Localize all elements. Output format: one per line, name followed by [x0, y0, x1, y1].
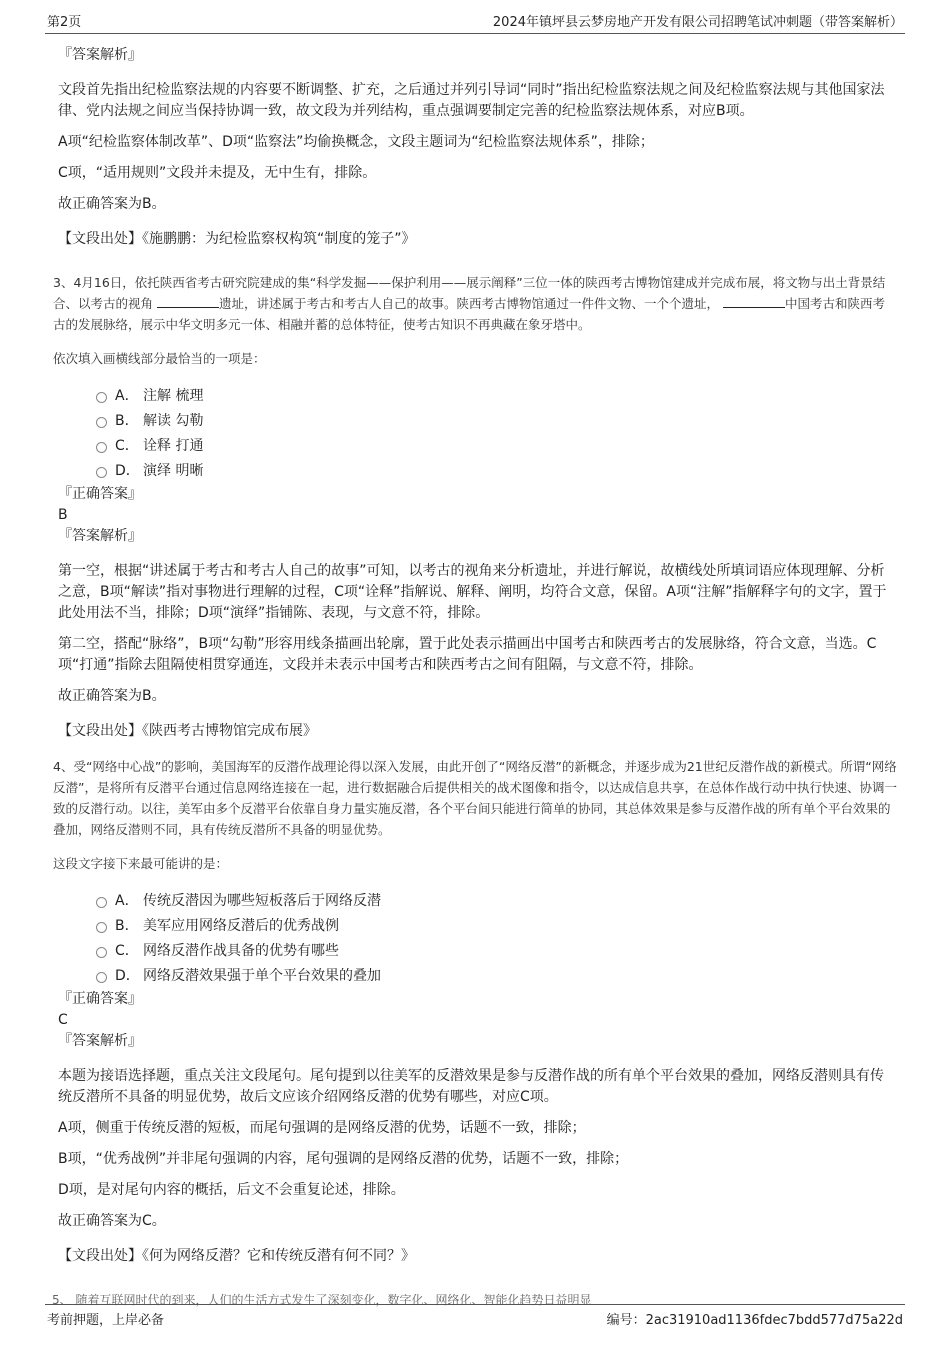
option-key: B． [115, 412, 139, 429]
option-text: 诠释 打通 [143, 437, 204, 454]
option-text: 网络反潜效果强于单个平台效果的叠加 [143, 967, 381, 984]
radio-button-icon[interactable] [96, 417, 107, 428]
radio-button-icon[interactable] [96, 442, 107, 453]
option-text: 传统反潜因为哪些短板落后于网络反潜 [143, 892, 381, 909]
document-id: 编号：2ac31910ad1136fdec7bdd577d75a22d [606, 1313, 903, 1328]
explanation-paragraph: 文段首先指出纪检监察法规的内容要不断调整、扩充，之后通过并列引导词“同时”指出纪检监察法规之间及纪检监察法规与其他国家法律、党内法规之间应当保持协调一致，故文段为并列结构，重点强调要制定完善的纪检监察法规体系，对应B项。 [58, 82, 885, 119]
answer-label: 『正确答案』 [58, 486, 142, 502]
option-text: 注解 梳理 [143, 387, 204, 404]
question-2-explanation [58, 44, 892, 250]
fill-blank-1 [157, 295, 219, 308]
passage-source: 【文段出处】《何为网络反潜？它和传统反潜有何不同？》 [58, 1248, 415, 1264]
next-question-cut-text: 5、 随着互联网时代的到来，人们的生活方式发生了深刻变化，数字化、网络化、智能化趋势日益明显 [52, 1293, 592, 1307]
question-stem: 4、受“网络中心战”的影响，美国海军的反潜作战理论得以深入发展，由此开创了“网络反潜”的新概念，并逐步成为21世纪反潜作战的新模式。所谓“网络反潜”，是将所有反潜平台通过信息网络连接在一起，进行数据融合后提供相关的战术图像和指令，以达成信息共享，在总体作战行动中执行快速、协调一致的反潜行动。以往，美军由多个反潜平台依靠自身力量实施反潜，各个平台间只能进行简单的协同，其总体效果是参与反潜作战的所有单个平台效果的叠加，网络反潜则不同，具有传统反潜所不具备的明显优势。 [53, 759, 897, 837]
option-a[interactable] [96, 888, 892, 913]
question-prompt: 依次填入画横线部分最恰当的一项是： [53, 351, 266, 366]
stem-text: 遗址，讲述属于考古和考古人自己的故事。陕西考古博物馆通过一件件文物、一个个遗址， [219, 296, 720, 311]
option-key: C． [115, 942, 139, 959]
option-key: C． [115, 437, 139, 454]
option-text: 演绎 明晰 [143, 462, 204, 479]
option-key: D． [115, 967, 140, 984]
radio-button-icon[interactable] [96, 947, 107, 958]
option-list [96, 888, 892, 988]
option-text: 美军应用网络反潜后的优秀战例 [143, 917, 339, 934]
explanation-conclusion: 故正确答案为B。 [58, 196, 166, 212]
document-title: 2024年镇坪县云梦房地产开发有限公司招聘笔试冲刺题（带答案解析） [492, 15, 903, 30]
page-header [45, 12, 905, 34]
option-key: A． [115, 387, 139, 404]
explanation-paragraph: 第一空，根据“讲述属于考古和考古人自己的故事”可知，以考古的视角来分析遗址，并进行解说，故横线处所填词语应体现理解、分析之意，B项“解读”指对事物进行理解的过程，C项“诠释”指解说、解释、阐明，均符合文意，保留。A项“注解”指解释字句的文字，置于此处用法不当，排除；D项“演绎”指铺陈、表现，与文意不符，排除。 [58, 563, 887, 621]
option-text: 解读 勾勒 [143, 412, 204, 429]
option-c[interactable] [96, 433, 892, 458]
explanation-paragraph: 第二空，搭配“脉络”，B项“勾勒”形容用线条描画出轮廓，置于此处表示描画出中国考古和陕西考古的发展脉络，符合文意，当选。C项“打通”指除去阻隔使相贯穿通连，文段并未表示中国考古和陕西考古之间有阻隔，与文意不符，排除。 [58, 636, 877, 673]
explanation-paragraph: A项“纪检监察体制改革”、D项“监察法”均偷换概念，文段主题词为“纪检监察法规体系”，排除； [58, 134, 654, 150]
explanation-label: 『答案解析』 [58, 1033, 142, 1049]
explanation-paragraph: A项，侧重于传统反潜的短板，而尾句强调的是网络反潜的优势，话题不一致，排除； [58, 1120, 586, 1136]
radio-button-icon[interactable] [96, 897, 107, 908]
question-stem [53, 272, 897, 335]
option-d[interactable] [96, 458, 892, 483]
explanation-label: 『答案解析』 [58, 528, 142, 544]
question-prompt: 这段文字接下来最可能讲的是： [53, 856, 229, 871]
fill-blank-2 [723, 295, 785, 308]
option-key: A． [115, 892, 139, 909]
explanation-paragraph: D项，是对尾句内容的概括，后文不会重复论述，排除。 [58, 1182, 405, 1198]
radio-button-icon[interactable] [96, 972, 107, 983]
option-text: 网络反潜作战具备的优势有哪些 [143, 942, 339, 959]
option-b[interactable] [96, 913, 892, 938]
option-a[interactable] [96, 383, 892, 408]
explanation-label: 『答案解析』 [58, 47, 142, 63]
page-number: 第2页 [47, 15, 82, 30]
correct-answer: B [58, 507, 68, 523]
question-4 [53, 756, 897, 1267]
passage-source: 【文段出处】《施鹏鹏：为纪检监察权构筑“制度的笼子”》 [58, 231, 416, 247]
correct-answer: C [58, 1012, 68, 1028]
explanation-paragraph: B项，“优秀战例”并非尾句强调的内容，尾句强调的是网络反潜的优势，话题不一致，排除； [58, 1151, 629, 1167]
option-b[interactable] [96, 408, 892, 433]
passage-source: 【文段出处】《陕西考古博物馆完成布展》 [58, 723, 317, 739]
option-d[interactable] [96, 963, 892, 988]
radio-button-icon[interactable] [96, 922, 107, 933]
option-key: D． [115, 462, 140, 479]
stem-text: 3、4月16日，依托陕西省考古研究院建成的集“科学发掘——保护利用——展示阐释”三位一体的陕西考古博物馆建成并完成布展，将文物与出土背景结合、以考古的视角 [53, 275, 886, 311]
page-footer [45, 1304, 905, 1330]
radio-button-icon[interactable] [96, 392, 107, 403]
question-3 [53, 272, 892, 742]
explanation-paragraph: C项，“适用规则”文段并未提及，无中生有，排除。 [58, 165, 377, 181]
answer-label: 『正确答案』 [58, 991, 142, 1007]
option-key: B． [115, 917, 139, 934]
radio-button-icon[interactable] [96, 467, 107, 478]
option-list [96, 383, 892, 483]
explanation-paragraph: 本题为接语选择题，重点关注文段尾句。尾句提到以往美军的反潜效果是参与反潜作战的所有单个平台效果的叠加，网络反潜则具有传统反潜所不具备的明显优势，故后文应该介绍网络反潜的优势有哪些，对应C项。 [58, 1068, 884, 1105]
explanation-conclusion: 故正确答案为C。 [58, 1213, 166, 1229]
stem-text: 中国考古和陕西考古的发展脉络，展示中华文明多元一体、相融并蓄的总体特征，使考古知识不再典藏在象牙塔中。 [53, 296, 886, 332]
document-body [53, 44, 897, 1267]
option-c[interactable] [96, 938, 892, 963]
explanation-conclusion: 故正确答案为B。 [58, 688, 166, 704]
footer-slogan: 考前押题，上岸必备 [47, 1313, 165, 1328]
